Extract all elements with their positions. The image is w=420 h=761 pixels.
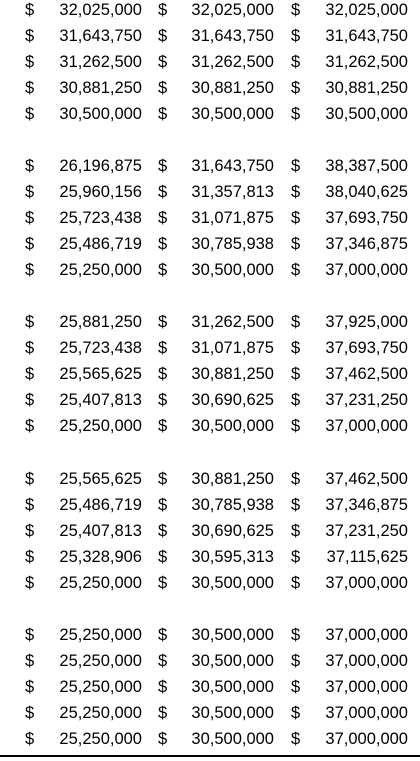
table-row [0, 729, 420, 755]
amount-value: 31,643,750 [59, 27, 142, 45]
currency-symbol: $ [25, 391, 35, 409]
amount-value: 31,643,750 [191, 157, 274, 175]
currency-cell[interactable] [291, 312, 408, 338]
table-row [0, 547, 420, 573]
amount-value: 25,565,625 [59, 365, 142, 383]
currency-cell[interactable] [158, 182, 274, 208]
table-row [0, 495, 420, 521]
currency-symbol: $ [291, 365, 301, 383]
amount-value: 37,693,750 [325, 339, 408, 357]
currency-cell[interactable] [25, 573, 142, 599]
currency-cell[interactable] [291, 625, 408, 651]
currency-symbol: $ [25, 313, 35, 331]
currency-symbol: $ [158, 183, 168, 201]
amount-value: 25,250,000 [59, 652, 142, 670]
row-group [0, 469, 420, 599]
currency-cell[interactable] [25, 312, 142, 338]
amount-value: 25,407,813 [59, 391, 142, 409]
currency-cell[interactable] [158, 625, 274, 651]
row-group [0, 312, 420, 442]
amount-value: 30,500,000 [191, 105, 274, 123]
amount-value: 32,025,000 [59, 1, 142, 19]
currency-symbol: $ [158, 626, 168, 644]
amount-value: 31,262,500 [191, 53, 274, 71]
currency-cell[interactable] [158, 729, 274, 755]
currency-cell[interactable] [25, 469, 142, 495]
currency-symbol: $ [25, 209, 35, 227]
amount-value: 30,785,938 [191, 496, 274, 514]
currency-cell[interactable] [158, 573, 274, 599]
amount-value: 31,071,875 [191, 209, 274, 227]
amount-value: 30,785,938 [191, 235, 274, 253]
currency-cell[interactable] [291, 729, 408, 755]
currency-symbol: $ [158, 678, 168, 696]
currency-symbol: $ [158, 105, 168, 123]
amount-value: 37,000,000 [325, 730, 408, 748]
currency-symbol: $ [25, 27, 35, 45]
currency-cell[interactable] [291, 260, 408, 286]
currency-symbol: $ [25, 548, 35, 566]
currency-cell[interactable] [291, 78, 408, 104]
table-row [0, 208, 420, 234]
currency-cell[interactable] [25, 495, 142, 521]
currency-cell[interactable] [291, 521, 408, 547]
currency-symbol: $ [291, 339, 301, 357]
currency-cell[interactable] [158, 521, 274, 547]
row-group [0, 625, 420, 755]
currency-symbol: $ [158, 470, 168, 488]
amount-value: 37,000,000 [325, 678, 408, 696]
currency-symbol: $ [158, 365, 168, 383]
currency-symbol: $ [291, 417, 301, 435]
currency-symbol: $ [158, 261, 168, 279]
table-row [0, 364, 420, 390]
currency-cell[interactable] [25, 521, 142, 547]
table-row [0, 260, 420, 286]
amount-value: 25,250,000 [59, 678, 142, 696]
currency-symbol: $ [158, 522, 168, 540]
amount-value: 32,025,000 [191, 1, 274, 19]
currency-symbol: $ [291, 391, 301, 409]
currency-cell[interactable] [158, 364, 274, 390]
amount-value: 37,462,500 [325, 365, 408, 383]
currency-cell[interactable] [158, 547, 274, 573]
amount-value: 37,462,500 [325, 470, 408, 488]
table-row [0, 0, 420, 26]
currency-symbol: $ [291, 105, 301, 123]
currency-cell[interactable] [158, 390, 274, 416]
amount-value: 30,500,000 [191, 574, 274, 592]
currency-cell[interactable] [291, 573, 408, 599]
currency-symbol: $ [25, 105, 35, 123]
currency-symbol: $ [291, 313, 301, 331]
currency-cell[interactable] [158, 338, 274, 364]
currency-cell[interactable] [25, 338, 142, 364]
currency-cell[interactable] [25, 208, 142, 234]
currency-symbol: $ [25, 235, 35, 253]
currency-cell[interactable] [25, 260, 142, 286]
amount-value: 37,000,000 [325, 652, 408, 670]
currency-cell[interactable] [291, 0, 408, 26]
currency-cell[interactable] [291, 364, 408, 390]
currency-symbol: $ [158, 235, 168, 253]
currency-cell[interactable] [25, 26, 142, 52]
currency-symbol: $ [25, 730, 35, 748]
currency-symbol: $ [291, 704, 301, 722]
currency-cell[interactable] [158, 260, 274, 286]
currency-symbol: $ [25, 79, 35, 97]
currency-cell[interactable] [291, 26, 408, 52]
currency-symbol: $ [25, 574, 35, 592]
amount-value: 30,881,250 [191, 79, 274, 97]
currency-cell[interactable] [25, 234, 142, 260]
amount-value: 30,500,000 [191, 678, 274, 696]
currency-cell[interactable] [25, 703, 142, 729]
currency-cell[interactable] [291, 338, 408, 364]
currency-symbol: $ [25, 365, 35, 383]
table-row [0, 156, 420, 182]
amount-value: 26,196,875 [59, 157, 142, 175]
currency-symbol: $ [25, 339, 35, 357]
amount-value: 37,231,250 [325, 522, 408, 540]
currency-symbol: $ [291, 626, 301, 644]
amount-value: 31,357,813 [191, 183, 274, 201]
currency-symbol: $ [291, 652, 301, 670]
row-group [0, 156, 420, 286]
currency-symbol: $ [25, 652, 35, 670]
table-row [0, 338, 420, 364]
currency-cell[interactable] [25, 677, 142, 703]
currency-symbol: $ [158, 339, 168, 357]
currency-symbol: $ [25, 157, 35, 175]
currency-symbol: $ [291, 235, 301, 253]
currency-cell[interactable] [158, 52, 274, 78]
currency-cell[interactable] [291, 390, 408, 416]
currency-cell[interactable] [25, 78, 142, 104]
currency-cell[interactable] [291, 208, 408, 234]
table-row [0, 52, 420, 78]
amount-value: 31,071,875 [191, 339, 274, 357]
currency-cell[interactable] [291, 182, 408, 208]
currency-symbol: $ [158, 730, 168, 748]
amount-value: 37,346,875 [325, 496, 408, 514]
currency-symbol: $ [25, 183, 35, 201]
currency-cell[interactable] [158, 677, 274, 703]
amount-value: 37,000,000 [325, 704, 408, 722]
amount-value: 25,723,438 [59, 209, 142, 227]
amount-value: 31,643,750 [325, 27, 408, 45]
amount-value: 25,881,250 [59, 313, 142, 331]
currency-cell[interactable] [25, 416, 142, 442]
amount-value: 25,250,000 [59, 417, 142, 435]
table-row [0, 469, 420, 495]
currency-symbol: $ [25, 522, 35, 540]
amount-value: 37,115,625 [326, 548, 408, 566]
currency-cell[interactable] [158, 208, 274, 234]
currency-symbol: $ [158, 1, 168, 19]
table-row [0, 521, 420, 547]
table-row [0, 677, 420, 703]
amount-value: 30,500,000 [191, 417, 274, 435]
table-row [0, 104, 420, 130]
currency-symbol: $ [25, 626, 35, 644]
amount-value: 30,690,625 [191, 391, 274, 409]
row-group [0, 0, 420, 130]
currency-cell[interactable] [158, 156, 274, 182]
currency-symbol: $ [291, 730, 301, 748]
currency-symbol: $ [291, 522, 301, 540]
currency-symbol: $ [25, 496, 35, 514]
currency-cell[interactable] [25, 547, 142, 573]
currency-cell[interactable] [25, 651, 142, 677]
currency-cell[interactable] [291, 703, 408, 729]
currency-cell[interactable] [291, 234, 408, 260]
amount-value: 37,000,000 [325, 261, 408, 279]
currency-symbol: $ [158, 548, 168, 566]
currency-symbol: $ [291, 27, 301, 45]
amount-value: 32,025,000 [325, 1, 408, 19]
amount-value: 25,723,438 [59, 339, 142, 357]
currency-cell[interactable] [158, 0, 274, 26]
table-row [0, 703, 420, 729]
currency-cell[interactable] [158, 26, 274, 52]
currency-symbol: $ [158, 417, 168, 435]
amount-value: 31,643,750 [191, 27, 274, 45]
amount-value: 30,500,000 [191, 626, 274, 644]
currency-symbol: $ [25, 704, 35, 722]
table-row [0, 312, 420, 338]
table-row [0, 78, 420, 104]
currency-cell[interactable] [25, 390, 142, 416]
currency-cell[interactable] [25, 729, 142, 755]
currency-cell[interactable] [25, 156, 142, 182]
currency-cell[interactable] [158, 234, 274, 260]
table-row [0, 390, 420, 416]
amount-value: 30,595,313 [191, 548, 274, 566]
currency-cell[interactable] [25, 182, 142, 208]
currency-symbol: $ [25, 417, 35, 435]
amount-value: 37,231,250 [325, 391, 408, 409]
amount-value: 30,500,000 [325, 105, 408, 123]
currency-symbol: $ [158, 652, 168, 670]
currency-cell[interactable] [291, 547, 408, 573]
currency-symbol: $ [291, 209, 301, 227]
amount-value: 25,960,156 [59, 183, 142, 201]
amount-value: 25,250,000 [59, 574, 142, 592]
currency-cell[interactable] [158, 78, 274, 104]
table-row [0, 573, 420, 599]
amount-value: 25,250,000 [59, 730, 142, 748]
currency-symbol: $ [291, 157, 301, 175]
amount-value: 31,262,500 [59, 53, 142, 71]
currency-symbol: $ [291, 183, 301, 201]
amount-value: 25,250,000 [59, 261, 142, 279]
amount-value: 30,690,625 [191, 522, 274, 540]
currency-symbol: $ [158, 53, 168, 71]
amount-value: 25,486,719 [59, 496, 142, 514]
currency-symbol: $ [291, 53, 301, 71]
currency-symbol: $ [291, 496, 301, 514]
amount-value: 25,250,000 [59, 704, 142, 722]
currency-symbol: $ [291, 574, 301, 592]
amount-value: 30,881,250 [325, 79, 408, 97]
table-row [0, 234, 420, 260]
amount-value: 30,881,250 [191, 470, 274, 488]
table-row [0, 625, 420, 651]
currency-cell[interactable] [291, 495, 408, 521]
currency-symbol: $ [25, 470, 35, 488]
currency-symbol: $ [158, 496, 168, 514]
bottom-border-line [0, 755, 420, 757]
currency-symbol: $ [25, 1, 35, 19]
currency-cell[interactable] [25, 52, 142, 78]
currency-symbol: $ [158, 313, 168, 331]
amount-value: 25,250,000 [59, 626, 142, 644]
currency-symbol: $ [158, 79, 168, 97]
currency-symbol: $ [25, 261, 35, 279]
amount-value: 30,500,000 [59, 105, 142, 123]
currency-cell[interactable] [25, 625, 142, 651]
amount-value: 38,040,625 [325, 183, 408, 201]
currency-cell[interactable] [25, 364, 142, 390]
currency-cell[interactable] [291, 104, 408, 130]
currency-symbol: $ [158, 27, 168, 45]
amount-value: 25,407,813 [59, 522, 142, 540]
amount-value: 37,000,000 [325, 574, 408, 592]
currency-symbol: $ [291, 548, 301, 566]
amount-value: 30,500,000 [191, 704, 274, 722]
table-row [0, 651, 420, 677]
amount-value: 30,881,250 [59, 79, 142, 97]
amount-value: 30,500,000 [191, 730, 274, 748]
currency-cell[interactable] [158, 703, 274, 729]
amount-value: 31,262,500 [191, 313, 274, 331]
currency-cell[interactable] [158, 495, 274, 521]
currency-symbol: $ [25, 53, 35, 71]
amount-value: 37,925,000 [325, 313, 408, 331]
table-row [0, 416, 420, 442]
currency-symbol: $ [291, 79, 301, 97]
currency-symbol: $ [158, 574, 168, 592]
amount-value: 30,500,000 [191, 261, 274, 279]
amount-value: 30,881,250 [191, 365, 274, 383]
currency-cell[interactable] [291, 677, 408, 703]
amount-value: 30,500,000 [191, 652, 274, 670]
amount-value: 37,346,875 [325, 235, 408, 253]
currency-cell[interactable] [291, 52, 408, 78]
amount-value: 37,693,750 [325, 209, 408, 227]
currency-cell[interactable] [158, 416, 274, 442]
currency-symbol: $ [291, 1, 301, 19]
currency-symbol: $ [291, 261, 301, 279]
amount-value: 37,000,000 [325, 417, 408, 435]
table-row [0, 182, 420, 208]
currency-cell[interactable] [291, 156, 408, 182]
amount-value: 25,565,625 [59, 470, 142, 488]
table-row [0, 26, 420, 52]
currency-symbol: $ [25, 678, 35, 696]
currency-cell[interactable] [291, 651, 408, 677]
amount-value: 31,262,500 [325, 53, 408, 71]
currency-symbol: $ [158, 704, 168, 722]
currency-symbol: $ [291, 470, 301, 488]
currency-cell[interactable] [158, 469, 274, 495]
currency-cell[interactable] [25, 0, 142, 26]
currency-cell[interactable] [158, 104, 274, 130]
currency-symbol: $ [291, 678, 301, 696]
currency-cell[interactable] [291, 469, 408, 495]
currency-cell[interactable] [291, 416, 408, 442]
currency-symbol: $ [158, 157, 168, 175]
currency-cell[interactable] [25, 104, 142, 130]
amount-value: 37,000,000 [325, 626, 408, 644]
amount-value: 25,486,719 [59, 235, 142, 253]
currency-cell[interactable] [158, 651, 274, 677]
currency-symbol: $ [158, 209, 168, 227]
currency-symbol: $ [158, 391, 168, 409]
amount-value: 25,328,906 [59, 548, 142, 566]
amount-value: 38,387,500 [325, 157, 408, 175]
currency-cell[interactable] [158, 312, 274, 338]
